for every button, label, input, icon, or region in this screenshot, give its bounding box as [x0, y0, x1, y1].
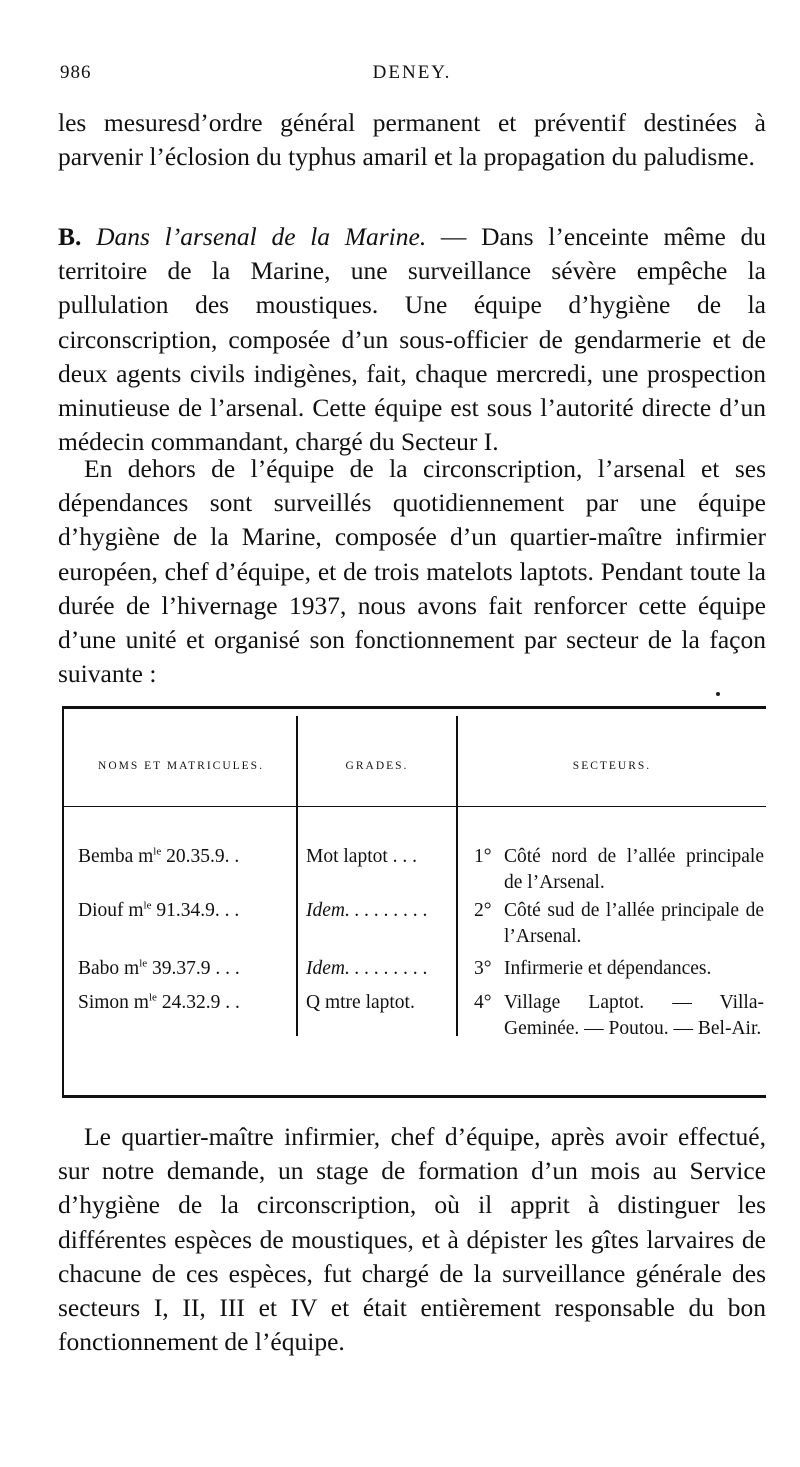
print-speck	[716, 692, 720, 696]
section-body: — Dans l’enceinte même du territoire de la Marine, une surveillance sévère empêche la pullulation des moustiques. Une équipe d’hygiène de la circonscription, composée d’un sous-officier de gendarmerie et de deux agents civils indigènes, fait, chaque mercredi, une prospection minutieuse de l’arsenal. Cette équipe est sous l’autorité directe d’un médecin commandant, chargé du Secteur I.	[58, 222, 767, 457]
table-cell-name: Simon $m^{le}$ 24.32.9 . .	[78, 991, 240, 1013]
table-cell-name: Diouf $m^{le}$ 91.34.9. . .	[78, 899, 240, 921]
sector-text: Côté nord de l’allée principale de l’Arsenal.	[504, 846, 764, 893]
sector-text: Village Laptot. — Villa-Geminée. — Poutou. — Bel-Air.	[504, 992, 764, 1039]
sector-number: 3°	[474, 958, 492, 979]
table-bottom-rule	[62, 1095, 766, 1098]
column-header-sectors: SECTEURS.	[572, 760, 652, 772]
paragraph-team-organisation: En dehors de l’équipe de la circonscription, l’arsenal et ses dépendances sont surveillés quotidiennement par une équipe d’hygiène de la Marine, composée d’un quartier-maître infirmier européen, chef d’équipe, et de trois matelots laptots. Pendant toute la durée de l’hivernage 1937, nous avons fait renforcer cette équipe d’une unité et organisé son fonctionnement par secteur de la façon suivante :	[58, 454, 766, 689]
sector-text: Côté sud de l’allée principale de l’Arsenal.	[504, 900, 764, 947]
table-cell-sector	[474, 844, 764, 896]
running-title: DENEY.	[372, 62, 452, 83]
table-header-rule	[62, 806, 766, 807]
section-title: Dans l’arsenal de la Marine.	[96, 222, 427, 251]
table-cell-sector	[474, 956, 764, 982]
table-cell-grade: Idem. . . . . . . . .	[306, 958, 428, 979]
table-cell-name: Bemba $m^{le}$ 20.35.9. .	[78, 845, 240, 867]
sector-number: 4°	[474, 992, 492, 1013]
sector-text: Infirmerie et dépendances.	[504, 958, 712, 979]
page-header	[58, 62, 766, 92]
paragraph-section-b	[58, 220, 766, 459]
sector-number: 1°	[474, 846, 492, 867]
table-cell-sector	[474, 990, 764, 1042]
sector-table	[62, 706, 766, 1098]
table-cell-grade: Q mtre laptot.	[306, 992, 415, 1013]
sector-number: 2°	[474, 900, 492, 921]
table-cell-sector	[474, 898, 764, 950]
column-header-names: NOMS ET MATRICULES.	[98, 760, 264, 772]
column-divider-1	[296, 716, 298, 1036]
table-cell-grade: Idem. . . . . . . . .	[306, 900, 428, 921]
column-header-grades: GRADES.	[345, 760, 409, 772]
paragraph-continuation: les mesuresd’ordre général permanent et préventif destinées à parvenir l’éclosion du typhus amaril et la propagation du paludisme.	[58, 108, 766, 172]
table-left-border	[62, 706, 64, 1098]
page-number: 986	[60, 62, 92, 83]
table-cell-name: Babo $m^{le}$ 39.37.9 . . .	[78, 957, 240, 979]
table-top-rule	[62, 706, 766, 709]
column-divider-2	[456, 716, 458, 1036]
section-label: B.	[58, 222, 82, 251]
table-cell-grade: Mot laptot . . .	[306, 846, 418, 867]
paragraph-team-leader: Le quartier-maître infirmier, chef d’équipe, après avoir effectué, sur notre demande, un stage de formation d’un mois au Service d’hygiène de la circonscription, où il apprit à distinguer les différentes espèces de moustiques, et à dépister les gîtes larvaires de chacune de ces espèces, fut chargé de la surveillance générale des secteurs I, II, III et IV et était entièrement responsable du bon fonctionnement de l’équipe.	[58, 1122, 766, 1357]
